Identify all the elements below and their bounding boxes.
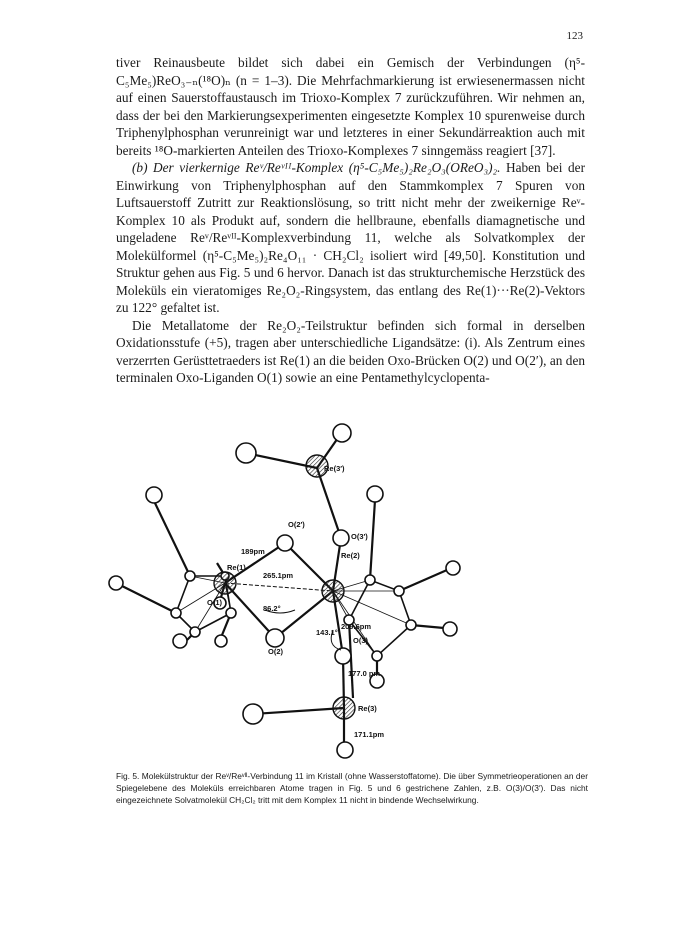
label-d171: 171.1pm xyxy=(354,730,385,739)
label-d265: 265.1pm xyxy=(263,571,294,580)
paragraph-1: tiver Reinausbeute bildet sich dabei ein Gemisch der Verbindungen (η⁵-C₅Me₅)ReO₃₋ₙ(¹⁸O)ₙ (n = 1–3). Die Mehrfachmarkierung ist erwiesenermassen nicht auf einen Sauerstoffaustausch im Trioxo-Komplex 7 zurückzuführen. Wir nehmen an, dass der bei den Markierungsexperimenten eingesetzte Komplex 10 spurenweise durch Triphenylphosphan verunreinigt war und letzteres in einer Sekundärreaktion auch mit bereits ¹⁸O-markierten Anteilen des Trioxo-Komplexes 7 sinngemäss reagiert [37]. xyxy=(116,55,585,158)
label-o3p: O(3′) xyxy=(351,532,368,541)
label-o1: O(1) xyxy=(207,598,222,607)
label-o3: O(3) xyxy=(353,636,368,645)
paragraph-2-text: Haben bei der Einwirkung von Triphenylphosphan auf den Stammkomplex 7 Spuren von Luftsauerstoff Zutritt zur Reaktionslösung, so tritt nicht mehr der zweikernige Reᵛ-Komplex 10 als Produkt auf, sondern die hellbraune, ebenfalls diamagnetische und ungeladene Reᵛ/Reᵛᴵᴵ-Komplexverbindung 11, welche als Solvatkomplex der Molekülformel (η⁵-C₅Me₅)₂Re₄O₁₁ · CH₂Cl₂ isoliert wird [49,50]. Konstitution und Struktur gehen aus Fig. 5 und 6 hervor. Danach ist das strukturchemische Herzstück des Moleküls ein vieratomiges Re₂O₂-Ringsystem, das entlang des Re(1)···Re(2)-Vektors zu 122° gefaltet ist. xyxy=(116,160,586,315)
label-re2: Re(2) xyxy=(341,551,360,560)
body-text xyxy=(116,54,585,387)
figure-caption: Fig. 5. Molekülstruktur der Reᵛ/Reᵛᴵᴵ-Verbindung 11 im Kristall (ohne Wasserstoffatome). Die über Symmetrieoperationen an der Spiegelebene des Moleküls erreichbaren Atome tragen in Fig. 5 und 6 gestrichene Zahlen, z.B. O(3)/O(3′). Das nicht eingezeichnete Solvatmolekül CH₂Cl₂ tritt mit dem Komplex 11 nicht in bindende Wechselwirkung. xyxy=(116,771,588,805)
molecular-structure-figure xyxy=(105,398,485,768)
label-a143: 143.1° xyxy=(316,628,338,637)
rhenium-atoms xyxy=(214,455,355,719)
label-d209: 209.6pm xyxy=(341,622,372,631)
label-o2: O(2) xyxy=(268,647,283,656)
paragraph-2 xyxy=(116,159,585,317)
label-re3p: Re(3′) xyxy=(324,464,345,473)
label-d177: 177.0 pm xyxy=(348,669,381,678)
label-d189: 189pm xyxy=(241,547,265,556)
page-number: 123 xyxy=(566,30,583,42)
label-o2p: O(2′) xyxy=(288,520,305,529)
section-heading: (b) Der vierkernige Reᵛ/Reᵛᴵᴵ-Komplex (η⁵-C₅Me₅)₂Re₂O₃(OReO₃)₂. xyxy=(132,160,501,175)
label-a86: 86.2° xyxy=(263,604,281,613)
label-re1: Re(1) xyxy=(227,563,246,572)
ortep-drawing xyxy=(105,398,485,768)
label-re3: Re(3) xyxy=(358,704,377,713)
paragraph-3: Die Metallatome der Re₂O₂-Teilstruktur befinden sich formal in derselben Oxidationsstufe (+5), tragen aber unterschiedliche Ligandsätze: (i). Als Zentrum eines verzerrten Gerüsttetraeders ist Re(1) an die beiden Oxo-Brücken O(2) und O(2′), an den terminalen Oxo-Liganden O(1) sowie an eine Pentamethylcyclopenta- xyxy=(116,317,585,385)
atoms xyxy=(109,424,460,758)
